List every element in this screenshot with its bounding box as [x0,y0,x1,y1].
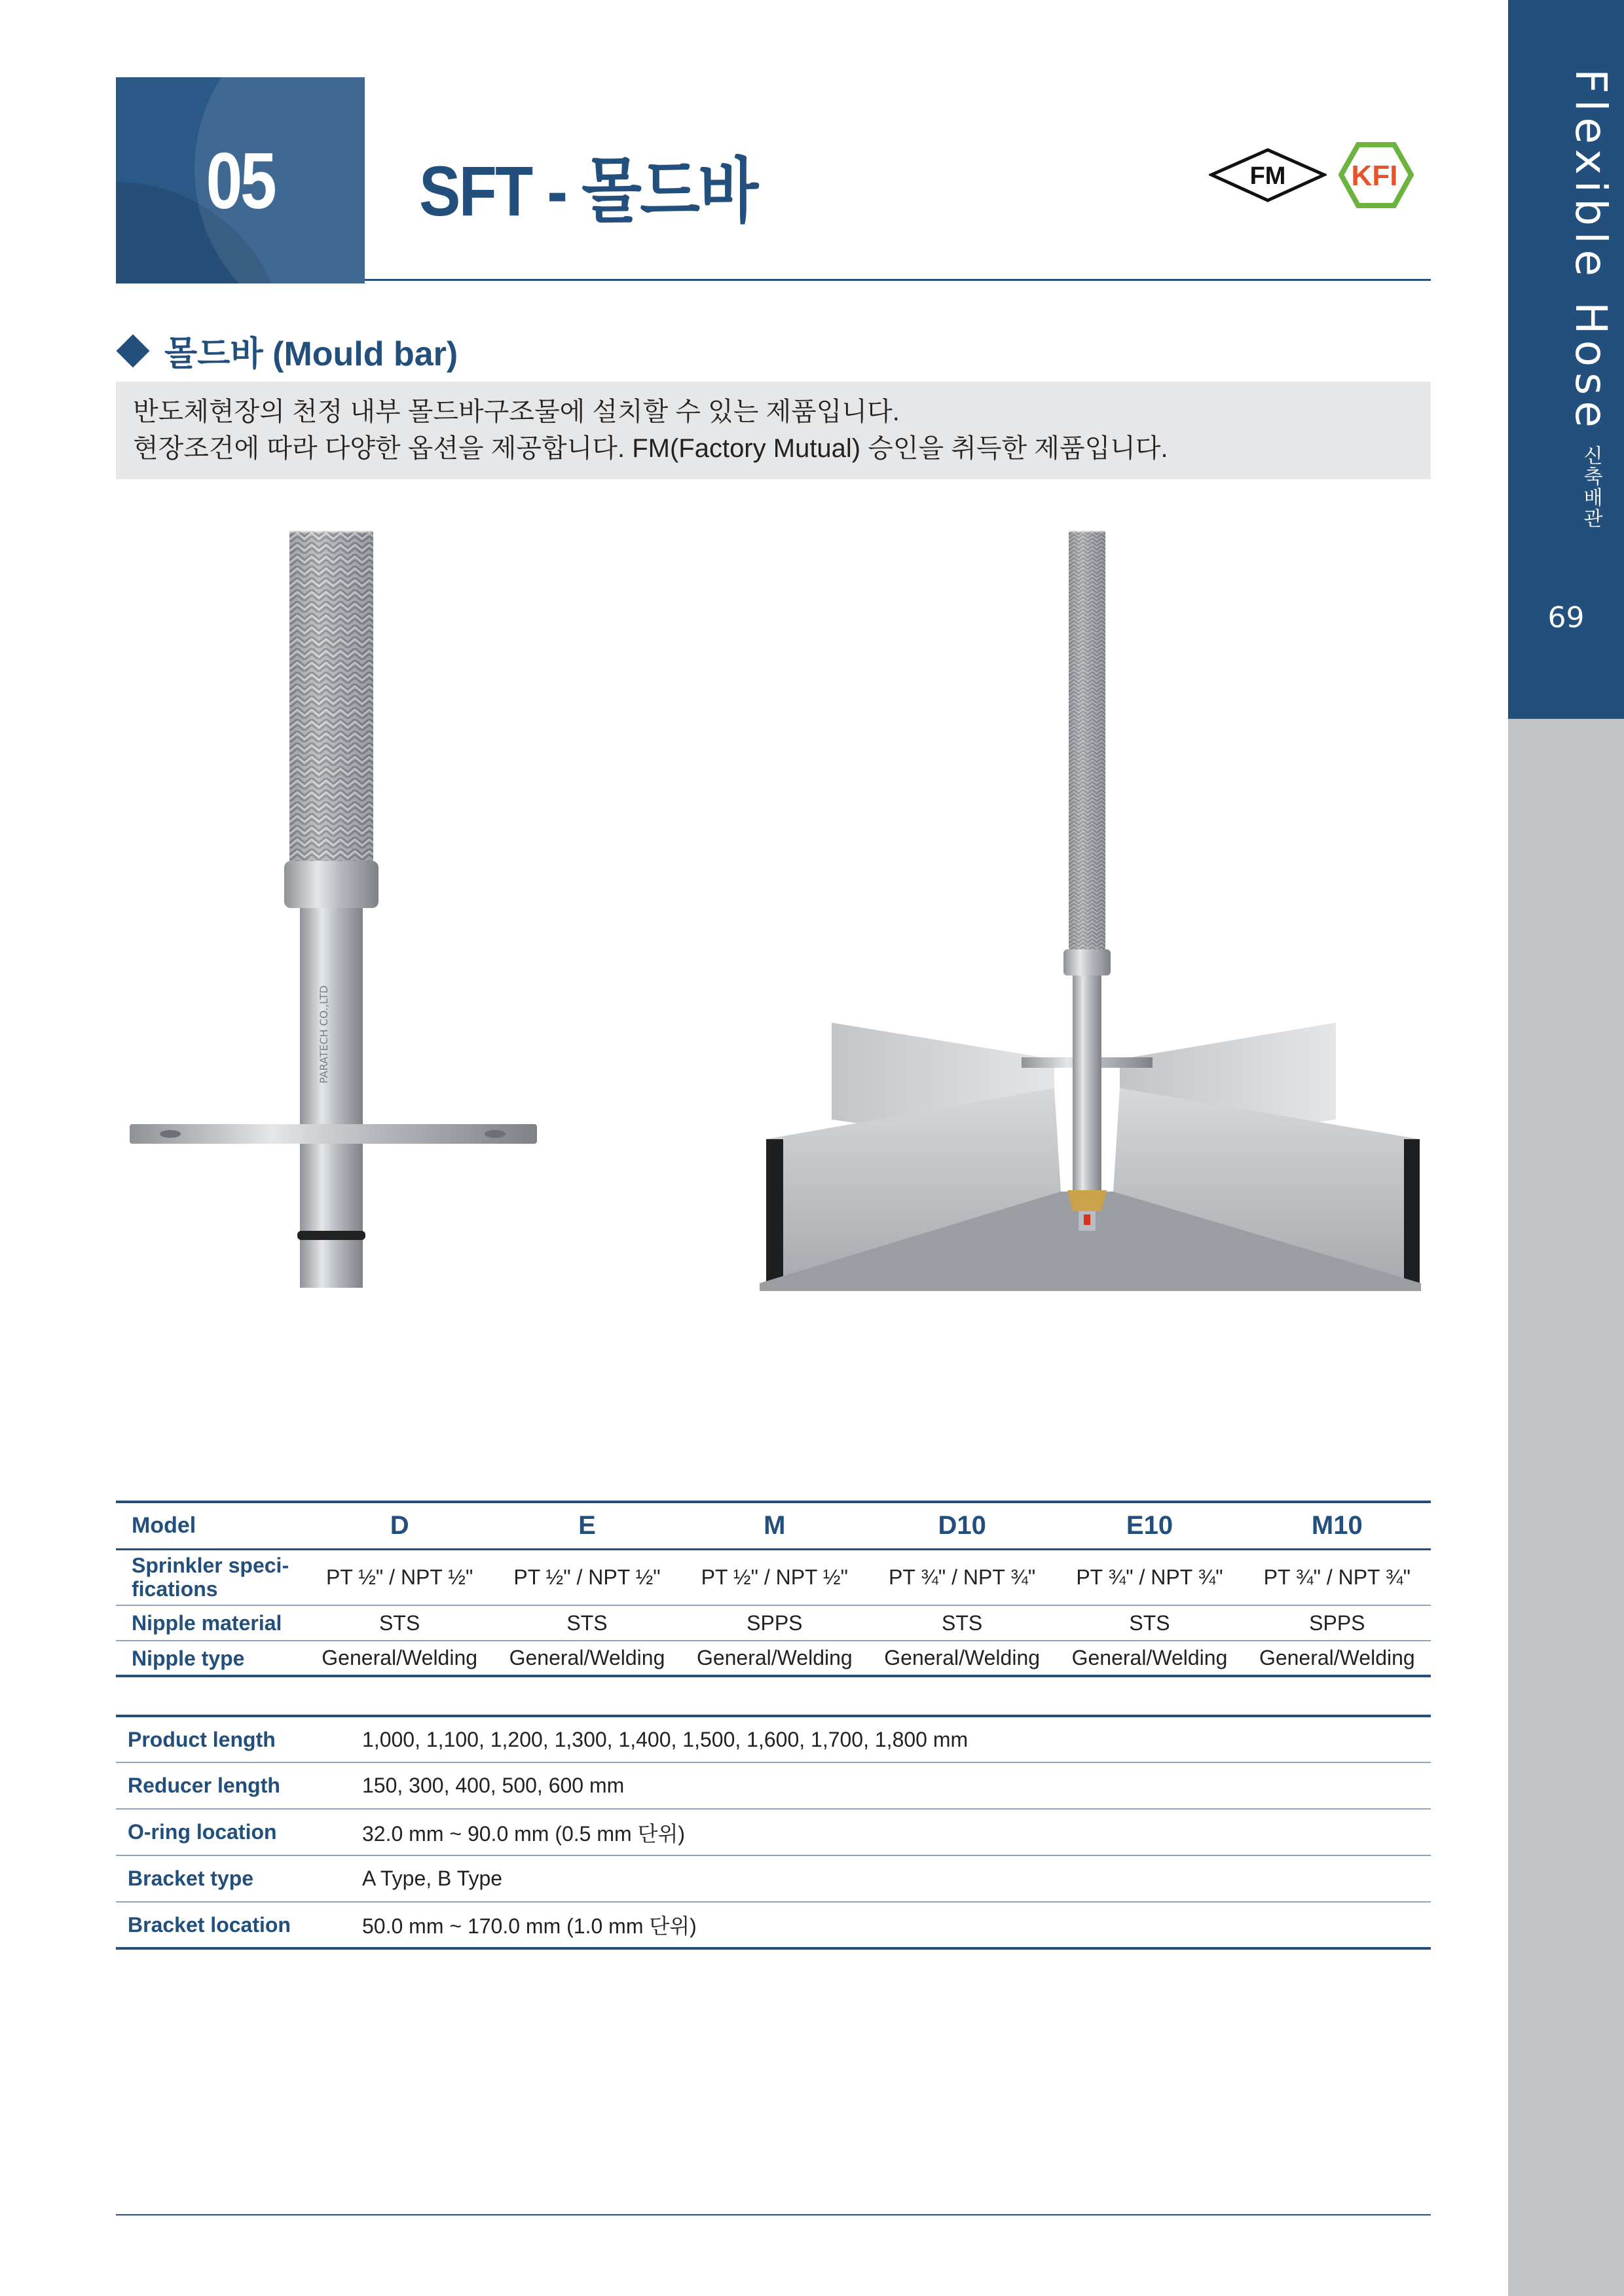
footer-divider [116,2214,1431,2215]
chapter-number: 05 [206,136,275,225]
diamond-bullet-icon [117,334,150,367]
row-label: Nipple material [116,1605,306,1641]
table-cell: PT ¾" / NPT ¾" [868,1549,1056,1605]
chapter-number-box [116,77,365,283]
table-cell: PT ½" / NPT ½" [493,1549,680,1605]
hose-engraving-text: PARATECH CO.,LTD [318,985,330,1084]
row-label: Product length [116,1716,362,1762]
page-number: 69 [1547,601,1585,634]
description-line-2: 현장조건에 따라 다양한 옵션을 제공합니다. FM(Factory Mutual) 승인을 취득한 제품입니다. [133,434,1168,463]
table-cell: PT ¾" / NPT ¾" [1056,1549,1243,1605]
table-row [116,1641,1431,1676]
model-column-header: E10 [1056,1502,1243,1549]
model-column-header: D [306,1502,493,1549]
table-row [116,1716,1431,1762]
table-cell: 32.0 mm ~ 90.0 mm (0.5 mm 단위) [362,1809,1431,1855]
description-box [116,382,1431,479]
table-cell: SPPS [681,1605,868,1641]
table-row [116,1605,1431,1641]
table-header-row [116,1502,1431,1549]
table-cell: A Type, B Type [362,1855,1431,1902]
mould-bar-hose-image [124,530,550,1296]
header-divider [365,279,1431,281]
table-cell: 150, 300, 400, 500, 600 mm [362,1762,1431,1809]
sidebar-title-ko: 신축배관 [1579,445,1602,530]
table-cell: General/Welding [306,1641,493,1676]
row-label: Bracket type [116,1855,362,1902]
model-header-label: Model [116,1502,306,1549]
page-title: SFT - 몰드바 [419,151,757,230]
table-cell: General/Welding [681,1641,868,1676]
table-cell: STS [1056,1605,1243,1641]
model-column-header: M10 [1244,1502,1431,1549]
kfi-logo-text: KFI [1351,160,1398,192]
mould-bar-installed-image [753,530,1428,1296]
table-cell: STS [306,1605,493,1641]
description-line-1: 반도체현장의 천정 내부 몰드바구조물에 설치할 수 있는 제품입니다. [133,397,900,426]
model-spec-table [116,1501,1431,1677]
table-cell: General/Welding [1056,1641,1243,1676]
row-label: Bracket location [116,1902,362,1948]
section-heading-text: 몰드바 (Mould bar) [164,335,458,373]
sidebar-title-en: Flexible Hose [1566,69,1616,433]
table-cell: General/Welding [1244,1641,1431,1676]
table-cell: STS [868,1605,1056,1641]
kfi-approval-logo [1338,141,1414,210]
table-cell: General/Welding [868,1641,1056,1676]
table-row [116,1855,1431,1902]
table-cell: PT ½" / NPT ½" [681,1549,868,1605]
sidebar-title [1508,69,1624,540]
table-cell: 1,000, 1,100, 1,200, 1,300, 1,400, 1,500, 1,600, 1,700, 1,800 mm [362,1716,1431,1762]
table-row [116,1902,1431,1948]
table-cell: PT ½" / NPT ½" [306,1549,493,1605]
row-label: Sprinkler speci-fications [116,1549,306,1605]
section-heading [116,326,458,375]
options-table [116,1715,1431,1950]
table-row [116,1549,1431,1605]
row-label: O-ring location [116,1809,362,1855]
table-cell: 50.0 mm ~ 170.0 mm (1.0 mm 단위) [362,1902,1431,1948]
table-cell: PT ¾" / NPT ¾" [1244,1549,1431,1605]
table-row [116,1762,1431,1809]
row-label: Nipple type [116,1641,306,1676]
table-cell: SPPS [1244,1605,1431,1641]
model-column-header: M [681,1502,868,1549]
table-row [116,1809,1431,1855]
fm-approval-logo [1209,147,1327,203]
model-column-header: D10 [868,1502,1056,1549]
fm-logo-text: FM [1249,162,1286,190]
table-cell: General/Welding [493,1641,680,1676]
table-cell: STS [493,1605,680,1641]
model-column-header: E [493,1502,680,1549]
row-label: Reducer length [116,1762,362,1809]
